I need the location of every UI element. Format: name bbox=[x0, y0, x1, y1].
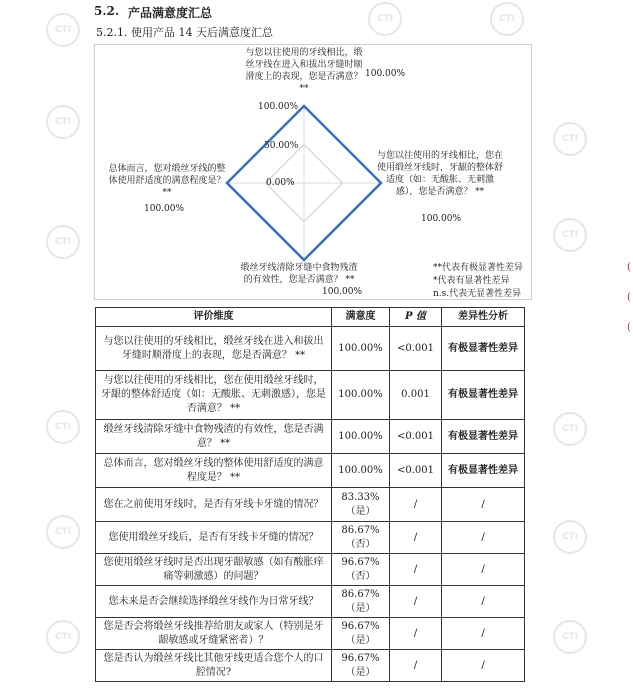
cell-difference: / bbox=[442, 488, 525, 522]
cell-dimension: 总体而言，您对缎丝牙线的整体使用舒适度的满意程度是？ ** bbox=[96, 454, 332, 488]
cell-p-value: 0.001 bbox=[390, 371, 442, 420]
cell-dimension: 与您以往使用的牙线相比，您在使用缎丝牙线时，牙龈的整体舒适度（如：无酸胀、无刺激感），您是否满意？ ** bbox=[96, 371, 332, 420]
cell-difference: / bbox=[442, 618, 525, 650]
cti-watermark: CTI bbox=[46, 620, 80, 654]
section-number: 5.2. bbox=[94, 4, 120, 18]
cell-satisfaction: 100.00% bbox=[332, 371, 390, 420]
cell-satisfaction: 86.67%（是） bbox=[332, 586, 390, 618]
header-difference: 差异性分析 bbox=[442, 308, 525, 327]
cti-watermark: CTI bbox=[46, 13, 80, 47]
radar-tick-label: 0.00% bbox=[266, 178, 295, 188]
cell-p-value: / bbox=[390, 650, 442, 682]
cell-dimension: 您使用缎丝牙线时是否出现牙龈敏感（如有酸胀痒痛等刺激感）的问题？ bbox=[96, 554, 332, 586]
table-row bbox=[96, 454, 525, 488]
cell-p-value: <0.001 bbox=[390, 420, 442, 454]
cell-dimension: 您是否会将缎丝牙线推荐给朋友或家人（特别是牙龈敏感或牙缝紧密者）？ bbox=[96, 618, 332, 650]
section-title: 产品满意度汇总 bbox=[128, 6, 213, 20]
cell-dimension: 您在之前使用牙线时，是否有牙线卡牙缝的情况？ bbox=[96, 488, 332, 522]
legend-item: **代表有极显著性差异 bbox=[433, 263, 524, 273]
cell-satisfaction: 100.00% bbox=[332, 420, 390, 454]
cell-satisfaction: 96.67%（否） bbox=[332, 554, 390, 586]
radar-axis-label-top: 与您以往使用的牙线相比，缎丝牙线在进入和拔出牙缝时顺滑度上的表现，您是否满意？ ** bbox=[245, 48, 363, 94]
cell-difference: / bbox=[442, 650, 525, 682]
header-p-value: P 值 bbox=[390, 308, 442, 327]
margin-mark: ( bbox=[627, 322, 631, 333]
cell-p-value: / bbox=[390, 488, 442, 522]
table-row bbox=[96, 586, 525, 618]
cell-dimension: 您未来是否会继续选择缎丝牙线作为日常牙线？ bbox=[96, 586, 332, 618]
cell-p-value: <0.001 bbox=[390, 327, 442, 371]
radar-axis-label-bottom: 缎丝牙线清除牙缝中食物残渣的有效性，您是否满意？ ** bbox=[240, 263, 358, 285]
table-row bbox=[96, 420, 525, 454]
cell-difference: / bbox=[442, 554, 525, 586]
cti-watermark: CTI bbox=[553, 218, 587, 252]
header-satisfaction: 满意度 bbox=[332, 308, 390, 327]
cell-p-value: / bbox=[390, 586, 442, 618]
radar-axis-label-right: 与您以往使用的牙线相比，您在使用缎丝牙线时，牙龈的整体舒适度（如：无酸胀、无刺激感），您是否满意？ ** bbox=[376, 151, 503, 197]
chart-legend bbox=[433, 262, 523, 301]
satisfaction-table bbox=[95, 307, 525, 682]
cell-satisfaction: 100.00% bbox=[332, 454, 390, 488]
table-row bbox=[96, 554, 525, 586]
cell-difference: / bbox=[442, 586, 525, 618]
table-row bbox=[96, 488, 525, 522]
cti-watermark: CTI bbox=[553, 520, 587, 554]
cell-dimension: 您是否认为缎丝牙线比其他牙线更适合您个人的口腔情况? bbox=[96, 650, 332, 682]
cell-difference: 有极显著性差异 bbox=[442, 420, 525, 454]
radar-axis-label-left: 总体而言，您对缎丝牙线的整体使用舒适度的满意程度是？ ** bbox=[108, 164, 226, 198]
cti-watermark: CTI bbox=[46, 515, 80, 549]
cell-difference: 有极显著性差异 bbox=[442, 327, 525, 371]
cell-difference: 有极显著性差异 bbox=[442, 371, 525, 420]
radar-value-label-bottom: 100.00% bbox=[322, 287, 363, 297]
cti-watermark: CTI bbox=[553, 122, 587, 156]
cell-p-value: / bbox=[390, 522, 442, 554]
cell-dimension: 与您以往使用的牙线相比，缎丝牙线在进入和拔出牙缝时顺滑度上的表现，您是否满意？ ** bbox=[96, 327, 332, 371]
legend-item: *代表有显著性差异 bbox=[433, 276, 510, 286]
cti-watermark: CTI bbox=[553, 412, 587, 446]
cell-satisfaction: 100.00% bbox=[332, 327, 390, 371]
header-dimension: 评价维度 bbox=[96, 308, 332, 327]
table-row bbox=[96, 650, 525, 682]
margin-mark: ( bbox=[627, 262, 631, 273]
cell-difference: 有极显著性差异 bbox=[442, 454, 525, 488]
cell-p-value: <0.001 bbox=[390, 454, 442, 488]
cti-watermark: CTI bbox=[490, 2, 524, 36]
radar-value-label-right: 100.00% bbox=[421, 214, 462, 224]
radar-tick-label: 100.00% bbox=[258, 102, 299, 112]
cell-dimension: 您使用缎丝牙线后，是否有牙线卡牙缝的情况？ bbox=[96, 522, 332, 554]
table-row bbox=[96, 522, 525, 554]
radar-value-label-left: 100.00% bbox=[144, 204, 185, 214]
cell-satisfaction: 96.67%（是） bbox=[332, 650, 390, 682]
cell-satisfaction: 83.33%（是） bbox=[332, 488, 390, 522]
table-header-row bbox=[96, 308, 525, 327]
cell-difference: / bbox=[442, 522, 525, 554]
table-row bbox=[96, 618, 525, 650]
cti-watermark: CTI bbox=[368, 2, 402, 36]
margin-mark: ( bbox=[627, 292, 631, 303]
cti-watermark: CTI bbox=[46, 105, 80, 139]
cell-satisfaction: 96.67%（是） bbox=[332, 618, 390, 650]
cti-watermark: CTI bbox=[553, 620, 587, 654]
cti-watermark: CTI bbox=[46, 410, 80, 444]
radar-value-label-top: 100.00% bbox=[365, 69, 406, 79]
subsection-heading: 5.2.1. 使用产品 14 天后满意度汇总 bbox=[96, 26, 273, 39]
table-row bbox=[96, 371, 525, 420]
cell-p-value: / bbox=[390, 618, 442, 650]
cell-p-value: / bbox=[390, 554, 442, 586]
radar-tick-label: 50.00% bbox=[264, 141, 299, 151]
cell-dimension: 缎丝牙线清除牙缝中食物残渣的有效性，您是否满意？ ** bbox=[96, 420, 332, 454]
cell-satisfaction: 86.67%（否） bbox=[332, 522, 390, 554]
table-row bbox=[96, 327, 525, 371]
legend-item: n.s.代表无显著性差异 bbox=[433, 289, 522, 299]
cti-watermark: CTI bbox=[46, 225, 80, 259]
